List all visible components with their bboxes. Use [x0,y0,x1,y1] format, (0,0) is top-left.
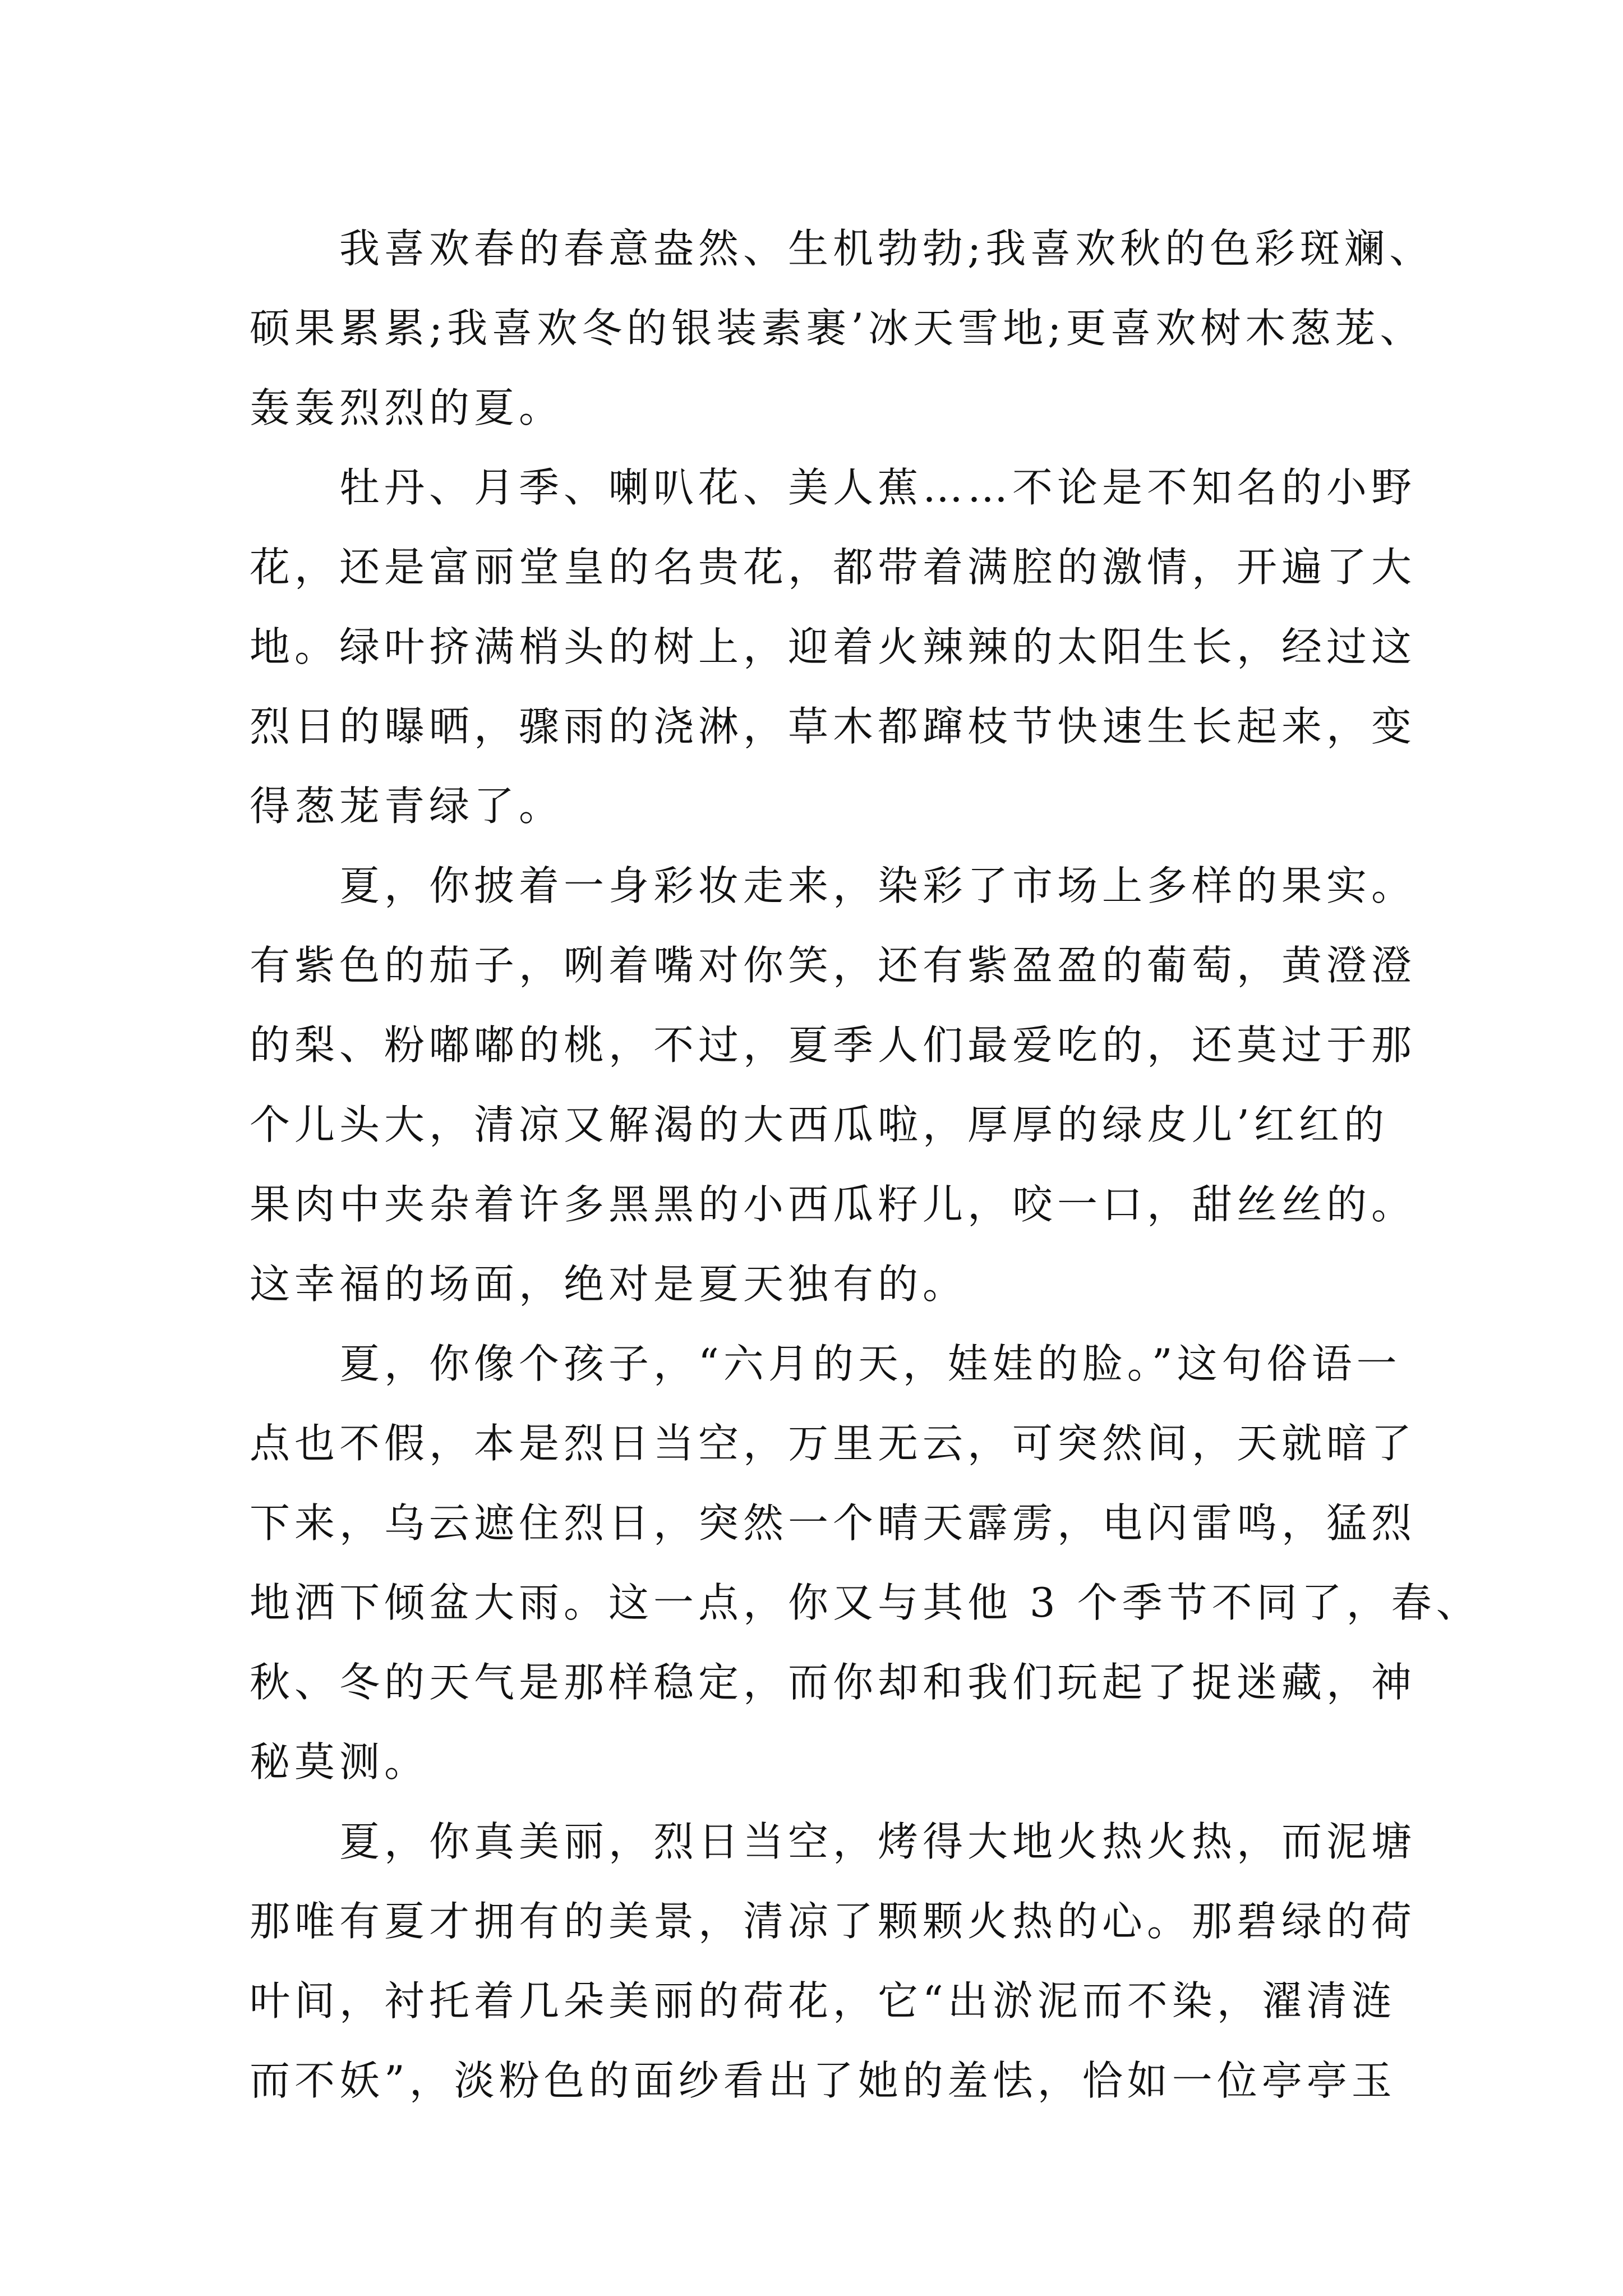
text-line: 下来，乌云遮住烈日，突然一个晴天霹雳，电闪雷鸣，猛烈 [250,1499,1417,1547]
text-line: 我喜欢春的春意盎然、生机勃勃;我喜欢秋的色彩斑斓、 [339,225,1435,272]
text-line: 有紫色的茄子，咧着嘴对你笑，还有紫盈盈的葡萄，黄澄澄 [250,942,1417,989]
text-line: 牡丹、月季、喇叭花、美人蕉……不论是不知名的小野 [339,464,1417,511]
paragraph-2 [250,448,1417,846]
text-line: 夏，你披着一身彩妆走来，染彩了市场上多样的果实。 [339,862,1417,909]
text-line: 地洒下倾盆大雨。这一点，你又与其他 3 个季节不同了，春、 [250,1579,1481,1626]
paragraph-4 [250,1324,1481,1802]
text-line: 个儿头大，清凉又解渴的大西瓜啦，厚厚的绿皮儿’红红的 [250,1101,1389,1148]
paragraph-1 [250,209,1435,448]
text-line: 秋、冬的天气是那样稳定，而你却和我们玩起了捉迷藏，神 [250,1659,1417,1706]
text-line: 硕果累累;我喜欢冬的银装素裹’冰天雪地;更喜欢树木葱茏、 [250,305,1425,352]
paragraph-3 [250,846,1417,1324]
text-line: 夏，你真美丽，烈日当空，烤得大地火热火热，而泥塘 [339,1818,1417,1865]
paragraph-5 [250,1802,1417,2120]
text-line: 而不妖”，淡粉色的面纱看出了她的羞怯，恰如一位亭亭玉 [250,2057,1396,2104]
text-line: 轰轰烈烈的夏。 [250,384,564,431]
text-line: 的梨、粉嘟嘟的桃，不过，夏季人们最爱吃的，还莫过于那 [250,1022,1417,1069]
text-line: 夏，你像个孩子，“六月的天，娃娃的脸。”这句俗语一 [339,1340,1401,1387]
text-line: 这幸福的场面，绝对是夏天独有的。 [250,1260,968,1308]
essay-body [250,209,1481,2120]
text-line: 点也不假，本是烈日当空，万里无云，可突然间，天就暗了 [250,1420,1417,1467]
text-line: 花，还是富丽堂皇的名贵花，都带着满腔的激情，开遍了大 [250,544,1417,591]
text-line: 那唯有夏才拥有的美景，清凉了颗颗火热的心。那碧绿的荷 [250,1898,1417,1945]
text-line: 得葱茏青绿了。 [250,783,564,830]
text-line: 果肉中夹杂着许多黑黑的小西瓜籽儿，咬一口，甜丝丝的。 [250,1181,1417,1228]
text-line: 秘莫测。 [250,1738,430,1786]
text-line: 叶间，衬托着几朵美丽的荷花，它“出淤泥而不染，濯清涟 [250,1977,1396,2024]
text-line: 烈日的曝晒，骤雨的浇淋，草木都蹿枝节快速生长起来，变 [250,703,1417,750]
text-line: 地。绿叶挤满梢头的树上，迎着火辣辣的太阳生长，经过这 [250,623,1417,670]
